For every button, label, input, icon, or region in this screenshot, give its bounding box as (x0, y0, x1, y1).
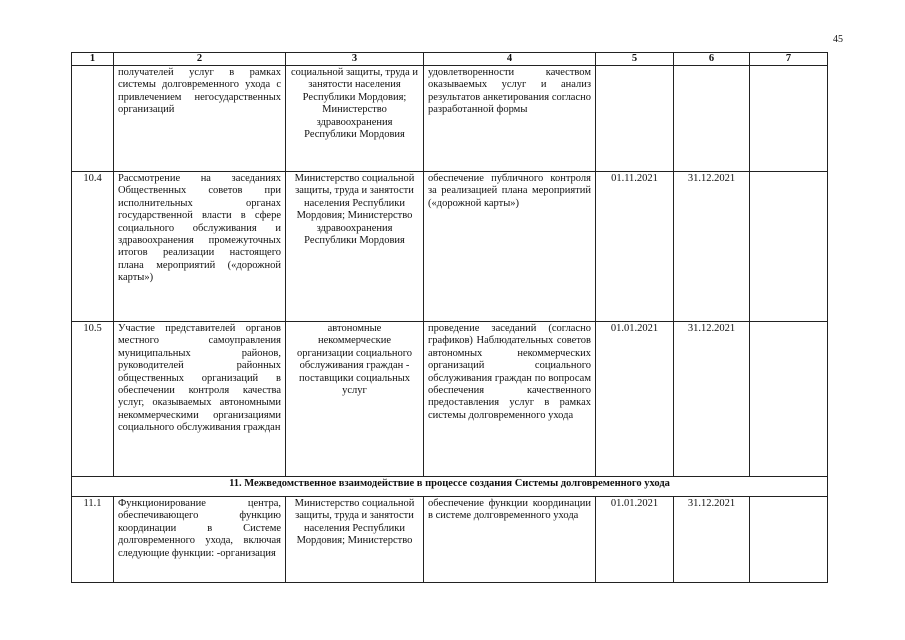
event-cell: Рассмотрение на заседаниях Общественных советов при исполнительных органах государственной власти в сфере социального обслуживания и здравоохранения промежуточных итогов реализации настоящего плана мероприятий («дорожной карты») (114, 172, 286, 322)
table-row (72, 322, 828, 477)
column-header: 5 (596, 53, 674, 66)
end-date-cell: 31.12.2021 (674, 172, 750, 322)
note-cell (750, 66, 828, 172)
table-row (72, 66, 828, 172)
action-plan-table (71, 52, 828, 583)
column-header: 2 (114, 53, 286, 66)
table-row (72, 172, 828, 322)
executor-cell: автономные некоммерческие организации социального обслуживания граждан - поставщики социальных услуг (286, 322, 424, 477)
column-header: 7 (750, 53, 828, 66)
note-cell (750, 322, 828, 477)
end-date-cell (674, 66, 750, 172)
executor-cell: Министерство социальной защиты, труда и занятости населения Республики Мордовия; Министерство (286, 497, 424, 583)
executor-cell: социальной защиты, труда и занятости населения Республики Мордовия; Министерство здравоохранения Республики Мордовия (286, 66, 424, 172)
event-cell: Участие представителей органов местного самоуправления муниципальных районов, руководителей районных общественных организаций в обеспечении контроля качества услуг, оказываемых автономными некоммерческими организациями социального обслуживания граждан (114, 322, 286, 477)
start-date-cell: 01.01.2021 (596, 497, 674, 583)
end-date-cell: 31.12.2021 (674, 322, 750, 477)
note-cell (750, 497, 828, 583)
note-cell (750, 172, 828, 322)
column-header: 6 (674, 53, 750, 66)
result-cell: обеспечение публичного контроля за реализацией плана мероприятий («дорожной карты») (424, 172, 596, 322)
column-header: 1 (72, 53, 114, 66)
header-row (72, 53, 828, 66)
column-header: 4 (424, 53, 596, 66)
result-cell: проведение заседаний (согласно графиков) Наблюдательных советов автономных некоммерческих организаций социального обслуживания граждан по вопросам обеспечения качественного предоставления услуг в рамках системы долговременного ухода (424, 322, 596, 477)
result-cell: удовлетворенности качеством оказываемых услуг и анализ результатов анкетирования согласно разработанной формы (424, 66, 596, 172)
executor-cell: Министерство социальной защиты, труда и занятости населения Республики Мордовия; Министерство здравоохранения Республики Мордовия (286, 172, 424, 322)
page-number: 45 (833, 34, 843, 45)
row-number: 10.5 (72, 322, 114, 477)
result-cell: обеспечение функции координации в системе долговременного ухода (424, 497, 596, 583)
event-cell: Функционирование центра, обеспечивающего функцию координации в Системе долговременного ухода, включая следующие функции: -организация (114, 497, 286, 583)
row-number: 11.1 (72, 497, 114, 583)
row-number (72, 66, 114, 172)
start-date-cell: 01.01.2021 (596, 322, 674, 477)
section-heading: 11. Межведомственное взаимодействие в процессе создания Системы долговременного ухода (72, 477, 828, 497)
row-number: 10.4 (72, 172, 114, 322)
start-date-cell: 01.11.2021 (596, 172, 674, 322)
end-date-cell: 31.12.2021 (674, 497, 750, 583)
event-cell: получателей услуг в рамках системы долговременного ухода с привлечением негосударственных организаций (114, 66, 286, 172)
column-header: 3 (286, 53, 424, 66)
start-date-cell (596, 66, 674, 172)
table-row (72, 497, 828, 583)
section-row (72, 477, 828, 497)
